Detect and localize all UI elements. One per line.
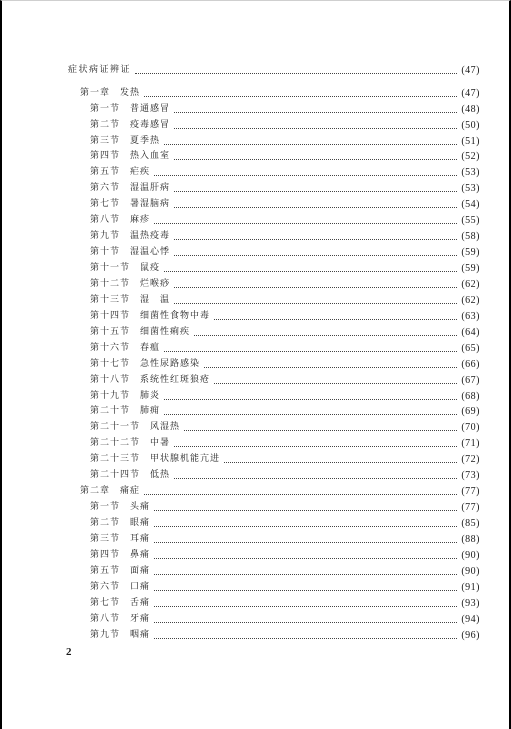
toc-entry-number: 第十九节 (90, 391, 131, 401)
toc-leader-dots (164, 270, 457, 272)
toc-entry-label (90, 181, 170, 196)
toc-entry-page: (63) (461, 311, 480, 322)
toc-entry-label (90, 516, 150, 531)
toc-entry-label (90, 245, 170, 260)
toc-entry-page: (90) (461, 566, 480, 577)
toc-entry-label (80, 86, 140, 101)
toc-entry-number: 第七节 (90, 199, 121, 209)
toc-entry[interactable] (90, 245, 480, 260)
toc-entry-page: (47) (461, 88, 480, 99)
toc-entry-title: 面痛 (130, 566, 151, 576)
toc-leader-dots (154, 509, 457, 511)
toc-entry-page: (94) (461, 614, 480, 625)
toc-entry[interactable] (80, 484, 480, 499)
toc-entry-title: 热入血室 (130, 151, 171, 161)
toc-entry-label (90, 389, 160, 404)
toc-entry[interactable] (90, 452, 480, 467)
toc-entry[interactable] (90, 213, 480, 228)
toc-entry-title: 鼠疫 (140, 263, 161, 273)
toc-entry[interactable] (90, 357, 480, 372)
toc-leader-dots (214, 318, 457, 320)
toc-entry[interactable] (90, 102, 480, 117)
toc-entry[interactable] (90, 580, 480, 595)
toc-entry-page: (91) (461, 582, 480, 593)
toc-entry-label (90, 229, 170, 244)
toc-entry-title: 湿 温 (140, 295, 171, 305)
toc-entry-number: 第八节 (90, 614, 121, 624)
toc-entry-page: (53) (461, 183, 480, 194)
toc-entry-number: 第一节 (90, 104, 121, 114)
toc-entry[interactable] (90, 293, 480, 308)
toc-entry-page: (65) (461, 343, 480, 354)
toc-entry[interactable] (90, 516, 480, 531)
toc-entry-title: 急性尿路感染 (140, 359, 201, 369)
toc-entry-page: (51) (461, 136, 480, 147)
toc-leader-dots (174, 158, 457, 160)
toc-leader-dots (154, 637, 457, 639)
toc-entry-number: 第四节 (90, 550, 121, 560)
toc-entry-number: 第三节 (90, 136, 121, 146)
toc-entry-label (90, 261, 160, 276)
toc-entry-number: 第十七节 (90, 359, 131, 369)
toc-entry-title: 温热疫毒 (130, 231, 171, 241)
toc-entry[interactable] (90, 548, 480, 563)
toc-entry-number: 第五节 (90, 167, 121, 177)
toc-entry-title: 暑湿脑病 (130, 199, 171, 209)
toc-entry-page: (62) (461, 295, 480, 306)
toc-entry-title: 普通感冒 (130, 104, 171, 114)
toc-entry-title: 烂喉痧 (140, 279, 171, 289)
toc-entry-label (90, 404, 160, 419)
toc-entry-number: 第六节 (90, 582, 121, 592)
toc-leader-dots (164, 350, 457, 352)
toc-entry-title: 系统性红斑狼疮 (140, 375, 211, 385)
toc-leader-dots (154, 605, 457, 607)
toc-entry-page: (85) (461, 518, 480, 529)
toc-leader-dots (164, 413, 457, 415)
toc-entry-page: (54) (461, 199, 480, 210)
toc-leader-dots (154, 589, 457, 591)
toc-entry-label (90, 102, 170, 117)
toc-entry-page: (70) (461, 422, 480, 433)
toc-entry-label (90, 420, 180, 435)
toc-entry-title: 疟疾 (130, 167, 151, 177)
toc-entry[interactable] (90, 420, 480, 435)
toc-entry-label (90, 436, 170, 451)
toc-entry-label (90, 452, 220, 467)
toc-entry-number: 第五节 (90, 566, 121, 576)
toc-entry-page: (73) (461, 470, 480, 481)
toc-entry[interactable] (90, 564, 480, 579)
toc-entry-title: 春瘟 (140, 343, 161, 353)
toc-entry-label (90, 357, 200, 372)
toc-leader-dots (154, 557, 457, 559)
toc-entry-page: (77) (461, 486, 480, 497)
toc-entry-label (90, 564, 150, 579)
toc-entry-number: 第四节 (90, 151, 121, 161)
toc-entry-number: 第二章 (80, 486, 111, 496)
toc-leader-dots (144, 493, 457, 495)
toc-entry-number: 第十一节 (90, 263, 131, 273)
toc-entry-title: 湿温心悸 (130, 247, 171, 257)
toc-entry-number: 第二十三节 (90, 454, 141, 464)
toc-entry[interactable] (90, 181, 480, 196)
toc-entry-page: (68) (461, 391, 480, 402)
toc-entry-label (68, 63, 131, 78)
toc-entry-page: (52) (461, 151, 480, 162)
toc-entry-number: 第二十四节 (90, 470, 141, 480)
toc-entry[interactable] (90, 277, 480, 292)
toc-entry-label (90, 468, 170, 483)
toc-leader-dots (194, 334, 457, 336)
toc-entry-title: 眼痛 (130, 518, 151, 528)
toc-entry-number: 第一节 (90, 502, 121, 512)
toc-entry[interactable] (90, 596, 480, 611)
toc-entry-page: (77) (461, 502, 480, 513)
toc-entry[interactable] (90, 118, 480, 133)
toc-leader-dots (154, 541, 457, 543)
toc-entry-title: 低热 (150, 470, 171, 480)
toc-entry-page: (62) (461, 279, 480, 290)
toc-entry-number: 第九节 (90, 630, 121, 640)
toc-entry-title: 牙痛 (130, 614, 151, 624)
toc-leader-dots (174, 286, 457, 288)
toc-entry-title: 痛症 (120, 486, 141, 496)
toc-entry-page: (67) (461, 375, 480, 386)
toc-entry-label (90, 532, 150, 547)
toc-entry[interactable] (90, 261, 480, 276)
toc-entry-number: 第十八节 (90, 375, 131, 385)
toc-entry-title: 头痛 (130, 502, 151, 512)
toc-entry-title: 中暑 (150, 438, 171, 448)
toc-entry[interactable] (90, 165, 480, 180)
toc-entry-label (90, 548, 150, 563)
toc-entry-number: 第十六节 (90, 343, 131, 353)
toc-entry-number: 第二节 (90, 120, 121, 130)
toc-leader-dots (154, 621, 457, 623)
toc-entry-number: 第十三节 (90, 295, 131, 305)
toc-leader-dots (135, 72, 457, 74)
toc-entry-page: (69) (461, 406, 480, 417)
toc-leader-dots (224, 461, 457, 463)
toc-entry-title: 麻疹 (130, 215, 151, 225)
toc-entry[interactable] (90, 341, 480, 356)
toc-entry-label (90, 325, 190, 340)
toc-entry-page: (58) (461, 231, 480, 242)
toc-leader-dots (204, 366, 457, 368)
toc-entry-title: 发热 (120, 88, 141, 98)
toc-entry-number: 第八节 (90, 215, 121, 225)
toc-leader-dots (154, 222, 457, 224)
toc-entry-page: (50) (461, 120, 480, 131)
toc-entry-label (90, 197, 170, 212)
toc-entry[interactable] (90, 197, 480, 212)
toc-entry-number: 第二节 (90, 518, 121, 528)
toc-entry-page: (47) (461, 65, 480, 76)
toc-entry-page: (55) (461, 215, 480, 226)
toc-entry[interactable] (90, 404, 480, 419)
toc-leader-dots (174, 302, 457, 304)
toc-entry-page: (93) (461, 598, 480, 609)
toc-entry[interactable] (90, 500, 480, 515)
toc-entry[interactable] (90, 468, 480, 483)
toc-entry-label (90, 213, 150, 228)
toc-entry-page: (59) (461, 247, 480, 258)
toc-entry[interactable] (90, 373, 480, 388)
toc-entry[interactable] (90, 436, 480, 451)
toc-entry[interactable] (90, 309, 480, 324)
toc-leader-dots (154, 525, 457, 527)
toc-leader-dots (174, 111, 457, 113)
toc-entry-number: 第七节 (90, 598, 121, 608)
toc-leader-dots (174, 206, 457, 208)
toc-entry-page: (53) (461, 167, 480, 178)
toc-entry-label (90, 149, 170, 164)
toc-entry-label (90, 580, 150, 595)
toc-entry-number: 第十五节 (90, 327, 131, 337)
toc-leader-dots (174, 127, 457, 129)
toc-entry[interactable] (90, 532, 480, 547)
toc-entry-title: 口痛 (130, 582, 151, 592)
toc-entry-page: (66) (461, 359, 480, 370)
toc-entry-title: 风湿热 (150, 422, 181, 432)
toc-entry-label (90, 596, 150, 611)
toc-entry-title: 耳痛 (130, 534, 151, 544)
toc-entry-page: (90) (461, 550, 480, 561)
toc-entry-number: 第六节 (90, 183, 121, 193)
toc-entry-label (90, 500, 150, 515)
toc-entry-number: 第一章 (80, 88, 111, 98)
toc-entry-page: (72) (461, 454, 480, 465)
toc-entry-page: (59) (461, 263, 480, 274)
toc-entry-title: 甲状腺机能亢进 (150, 454, 221, 464)
toc-entry-label (90, 373, 210, 388)
toc-entry-title: 细菌性痢疾 (140, 327, 191, 337)
toc-entry-title: 鼻痛 (130, 550, 151, 560)
toc-entry-number: 第三节 (90, 534, 121, 544)
toc-entry-label (90, 309, 210, 324)
toc-leader-dots (174, 238, 457, 240)
toc-leader-dots (174, 254, 457, 256)
toc-entry-title: 细菌性食物中毒 (140, 311, 211, 321)
toc-entry-title: 咽痛 (130, 630, 151, 640)
toc-leader-dots (174, 445, 457, 447)
toc-entry-page: (64) (461, 327, 480, 338)
toc-entry-page: (71) (461, 438, 480, 449)
toc-entry-title: 舌痛 (130, 598, 151, 608)
toc-leader-dots (214, 382, 457, 384)
toc-entry[interactable] (68, 63, 480, 78)
page-number: 2 (66, 646, 72, 658)
toc-entry[interactable] (90, 325, 480, 340)
toc-leader-dots (164, 143, 457, 145)
toc-entry-number: 第二十二节 (90, 438, 141, 448)
toc-entry[interactable] (90, 134, 480, 149)
toc-entry-number: 第二十节 (90, 406, 131, 416)
toc-entry[interactable] (90, 612, 480, 627)
toc-leader-dots (144, 95, 457, 97)
toc-leader-dots (174, 190, 457, 192)
toc-entry[interactable] (90, 149, 480, 164)
toc-entry-label (90, 134, 160, 149)
toc-entry-label (90, 628, 150, 643)
toc-entry[interactable] (80, 86, 480, 101)
toc-leader-dots (174, 477, 457, 479)
toc-entry-title: 湿温肝病 (130, 183, 171, 193)
toc-entry[interactable] (90, 628, 480, 643)
toc-entry-title: 夏季热 (130, 136, 161, 146)
toc-entry-number: 第九节 (90, 231, 121, 241)
toc-entry[interactable] (90, 389, 480, 404)
toc-leader-dots (184, 429, 457, 431)
toc-entry-label (80, 484, 140, 499)
toc-entry[interactable] (90, 229, 480, 244)
toc-entry-page: (96) (461, 630, 480, 641)
toc-entry-label (90, 277, 170, 292)
toc-leader-dots (154, 573, 457, 575)
toc-entry-label (90, 341, 160, 356)
toc-entry-page: (48) (461, 104, 480, 115)
toc-entry-title: 症状病证辨证 (68, 65, 132, 75)
toc-entry-number: 第十四节 (90, 311, 131, 321)
toc-entry-title: 肺痈 (140, 406, 161, 416)
toc-entry-page: (88) (461, 534, 480, 545)
toc-entry-label (90, 293, 170, 308)
toc-entry-number: 第十二节 (90, 279, 131, 289)
toc-entry-number: 第十节 (90, 247, 121, 257)
toc-leader-dots (154, 174, 457, 176)
toc-entry-label (90, 612, 150, 627)
toc-entry-number: 第二十一节 (90, 422, 141, 432)
toc-entry-label (90, 118, 170, 133)
toc-leader-dots (164, 398, 457, 400)
toc-entry-title: 肺炎 (140, 391, 161, 401)
toc-entry-label (90, 165, 150, 180)
toc-entry-title: 疫毒感冒 (130, 120, 171, 130)
